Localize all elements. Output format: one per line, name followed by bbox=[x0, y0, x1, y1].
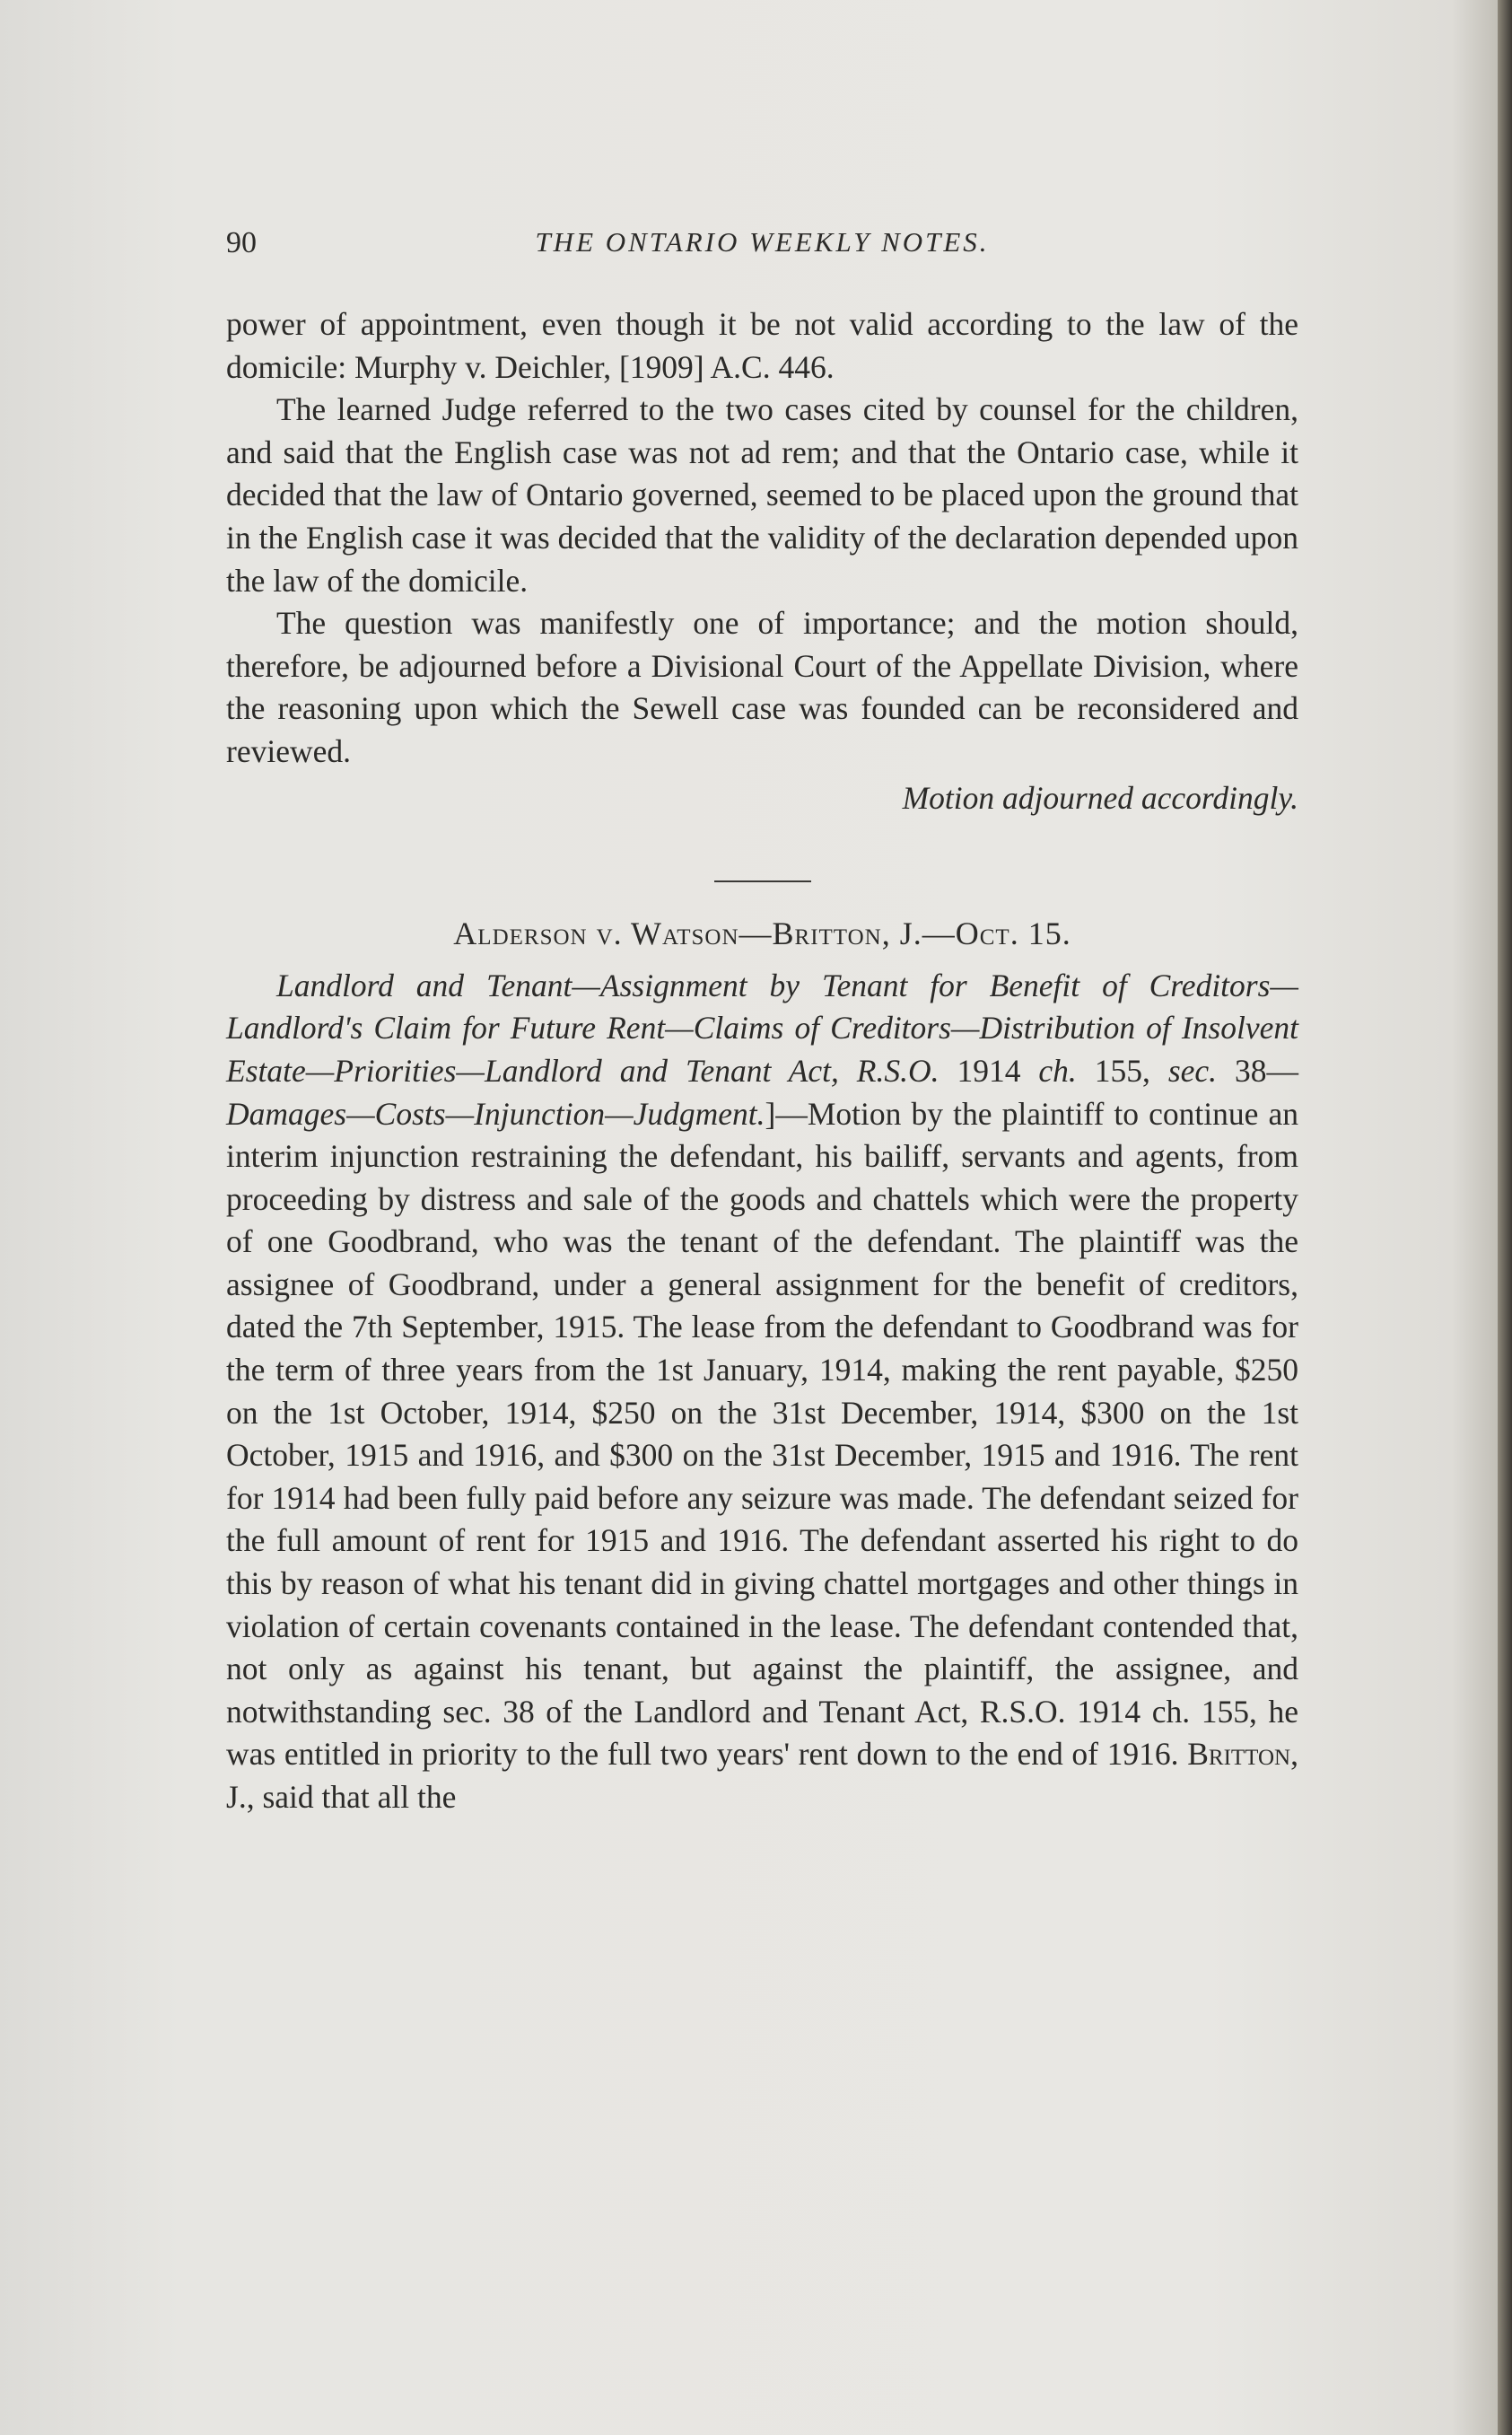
headnote-bracket: ] bbox=[765, 1095, 776, 1132]
page-body bbox=[226, 303, 1298, 1819]
section-divider bbox=[714, 880, 811, 882]
statute-year: 1914 bbox=[939, 1052, 1039, 1089]
case-text-part-2: , J., said that all the bbox=[226, 1736, 1298, 1815]
section-abbrev: sec. bbox=[1167, 1052, 1218, 1089]
chapter-abbrev: ch. bbox=[1038, 1052, 1077, 1089]
case-paragraph bbox=[226, 965, 1298, 1819]
statute-abbrev: R.S.O. bbox=[856, 1052, 940, 1089]
closing-line: Motion adjourned accordingly. bbox=[902, 779, 1298, 816]
judge-name: Britton bbox=[1187, 1736, 1291, 1773]
paragraph-2: The learned Judge referred to the two cases cited by counsel for the children, and said that the English case was not ad rem; and that the Ontario case, while it decided that the law of Ontario governed, seemed to be placed upon the ground that in the English case it was decided that the validity of the declaration depended upon the law of the domicile. bbox=[226, 391, 1298, 599]
headnote-part-2: Damages—Costs—Injunction—Judgment. bbox=[226, 1095, 765, 1132]
section-number: 38— bbox=[1217, 1052, 1299, 1089]
page-number: 90 bbox=[226, 226, 257, 259]
headnote-part-1: Landlord and Tenant—Assignment by Tenant for Benefit of Creditors—Landlord's Claim for Future Rent—Claims of Creditors—Distribution of Insolvent Estate—Priorities—Landlord and Tenant Act, bbox=[226, 967, 1298, 1089]
page-header bbox=[226, 226, 1298, 271]
chapter-number: 155, bbox=[1076, 1052, 1168, 1089]
case-heading: Alderson v. Watson—Britton, J.—Oct. 15. bbox=[453, 915, 1071, 952]
case-text-part-1: —Motion by the plaintiff to continue an interim injunction restraining the defendant, his bailiff, servants and agents, from proceeding by distress and sale of the goods and chattels which were the property of one Goodbrand, who was the tenant of the defendant. The plaintiff was the assignee of Goodbrand, under a general assignment for the benefit of creditors, dated the 7th September, 1915. The lease from the defendant to Goodbrand was for the term of three years from the 1st January, 1914, making the rent payable, $250 on the 1st October, 1914, $250 on the 31st December, 1914, $300 on the 1st October, 1915 and 1916, and $300 on the 31st December, 1915 and 1916. The rent for 1914 had been fully paid before any seizure was made. The defendant seized for the full amount of rent for 1915 and 1916. The defendant asserted his right to do this by reason of what his tenant did in giving chattel mortgages and other things in violation of certain covenants contained in the lease. The defendant contended that, not only as against his tenant, but against the plaintiff, the assignee, and notwithstanding sec. 38 of the Landlord and Tenant Act, R.S.O. 1914 ch. 155, he was entitled in priority to the full two years' rent down to the end of 1916. bbox=[226, 1095, 1298, 1773]
paragraph-1: power of appointment, even though it be not valid according to the law of the domicile: Murphy v. Deichler, [1909] A.C. 446. bbox=[226, 306, 1298, 385]
book-spine-shadow bbox=[1498, 0, 1512, 2435]
running-title: THE ONTARIO WEEKLY NOTES. bbox=[535, 226, 990, 258]
paragraph-3: The question was manifestly one of importance; and the motion should, therefore, be adjourned before a Divisional Court of the Appellate Division, where the reasoning upon which the Sewell case was founded can be reconsidered and reviewed. bbox=[226, 605, 1298, 769]
